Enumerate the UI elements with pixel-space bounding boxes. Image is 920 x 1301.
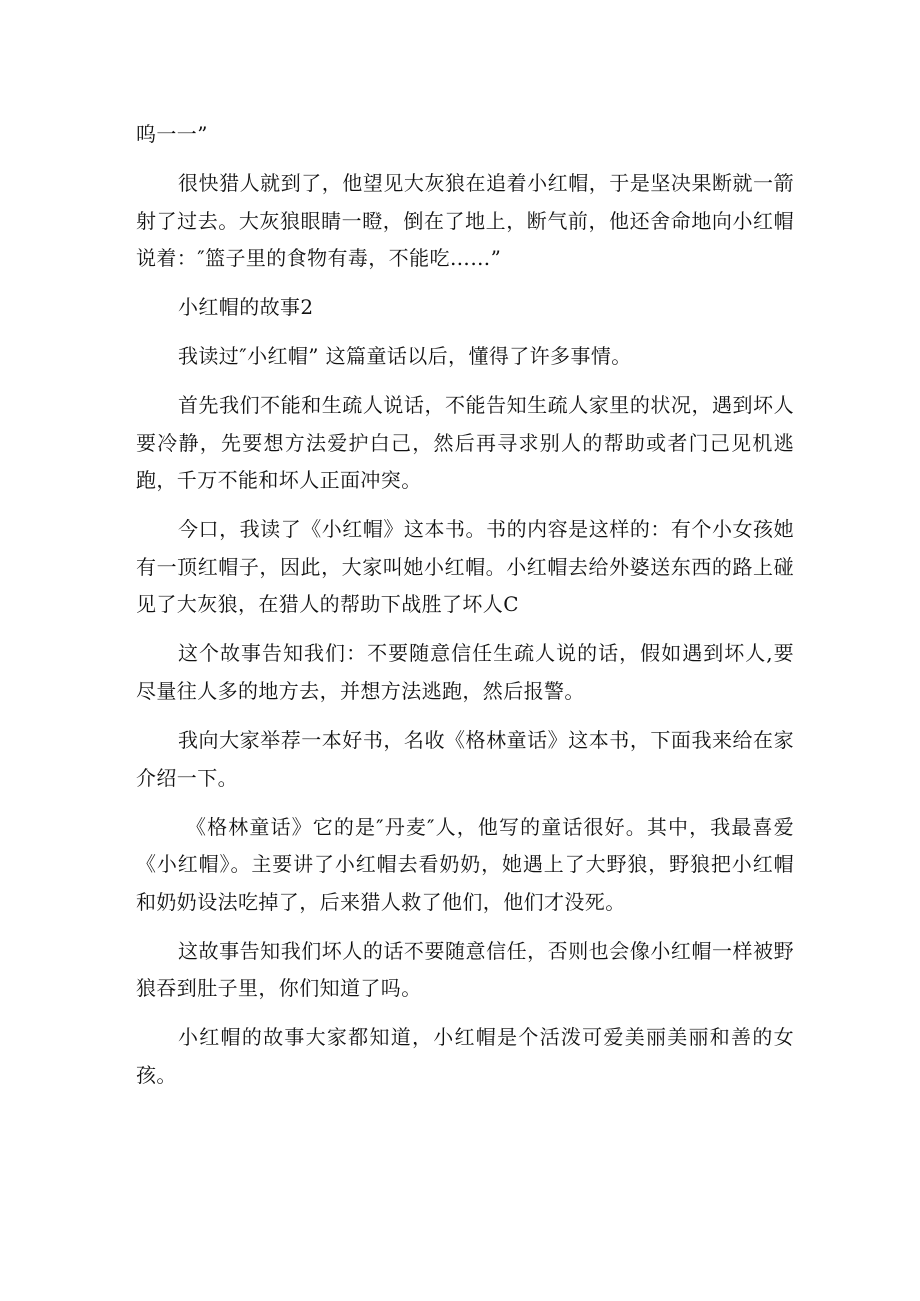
paragraph-2: 很快猎人就到了，他望见大灰狼在追着小红帽，于是坚决果断就一箭射了过去。大灰狼眼睛一瞪，倒在了地上，断气前，他还舍命地向小红帽说着：″篮子里的食物有毒，不能吃……” xyxy=(136,170,794,271)
section-heading: 小红帽的故事2 xyxy=(178,295,314,320)
paragraph-1: 呜一一” xyxy=(136,122,208,146)
paragraph-10: 小红帽的故事大家都知道，小红帽是个活泼可爱美丽美丽和善的女孩。 xyxy=(136,1025,794,1087)
paragraph-4: 首先我们不能和生疏人说话，不能告知生疏人家里的状况，遇到坏人要冷静，先要想方法爱护白己，然后再寻求别人的帮助或者门己见机逃跑，千万不能和坏人正面冲突。 xyxy=(136,393,794,493)
paragraph-6: 这个故事告知我们：不要随意信任生疏人说的话，假如遇到坏人,要尽量往人多的地方去，并想方法逃跑，然后报警。 xyxy=(136,641,794,704)
document-body xyxy=(136,116,794,1106)
paragraph-7: 我向大家举荐一本好书，名收《格林童话》这本书，下面我来给在家介绍一下。 xyxy=(136,728,794,790)
paragraph-8: 《格林童话》它的是″丹麦″人，他写的童话很好。其中，我最喜爱《小红帽》。主要讲了小红帽去看奶奶，她遇上了大野狼，野狼把小红帽和奶奶设法吃掉了，后来猎人救了他们，他们才没死。 xyxy=(136,814,794,914)
paragraph-5: 今口，我读了《小红帽》这本书。书的内容是这样的：有个小女孩她有一顶红帽子，因此，大家叫她小红帽。小红帽去给外婆送东西的路上碰见了大灰狼，在猎人的帮助下战胜了坏人C xyxy=(136,517,794,617)
paragraph-3: 我读过″小红帽” 这篇童话以后，懂得了许多事情。 xyxy=(178,344,632,369)
paragraph-9: 这故事告知我们坏人的话不要随意信任，否则也会像小红帽一样被野狼吞到肚子里，你们知道了吗。 xyxy=(136,938,794,1001)
